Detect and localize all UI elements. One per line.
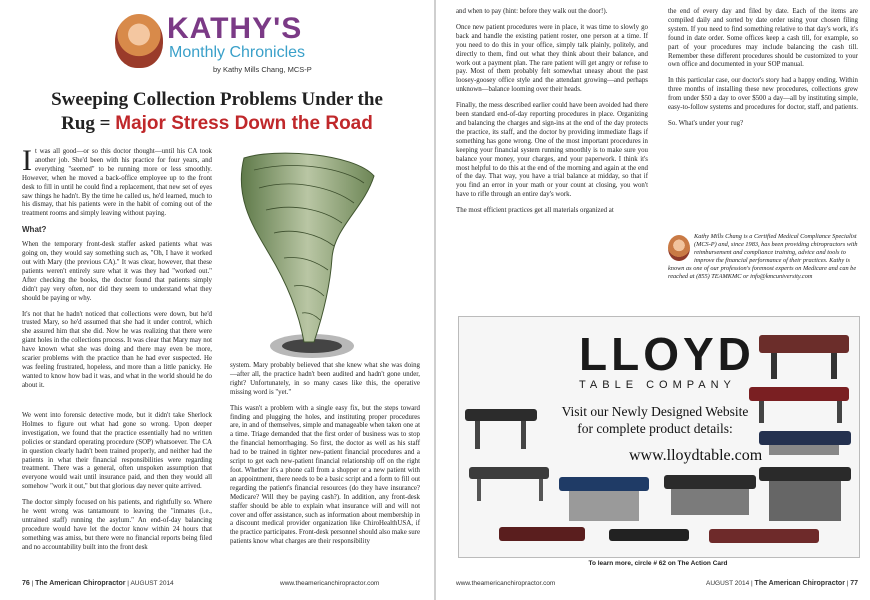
title-highlight: Major Stress Down the Road xyxy=(115,113,373,134)
paragraph: the end of every day and filed by date. Each of the items are compiled daily and sorted by date order using your chosen filing system. If you need to find something relative to that day's work, it's found in date order. Some offices keep a cash till, for example, so part of your procedures may include balancing the cash till. Remember these different procedures should be customized to your own office and documented in your SOP manual. xyxy=(668,8,858,69)
author-bio-box xyxy=(668,233,858,303)
paragraph: It's not that he hadn't noticed that collections were down, but he'd trusted Mary, so he'd assumed that she had it under control, which she assured him that she did. Now he was realizing that there were giant holes in the collections process. It was clear that Mary may not have known what she was doing and there may even be more, scarier problems with the practice than he had ever suspected. He was feeling frustrated, hopeless, and more than a little panicky. He wanted to know how bad it was, and what in the world should he do about it. xyxy=(22,310,212,389)
article-title xyxy=(32,88,402,136)
right-page xyxy=(436,0,870,600)
column-header xyxy=(115,14,365,80)
money-drain-illustration xyxy=(214,148,382,366)
intro-paragraph: It was all good—or so this doctor thought—until his CA took another job. She'd been with his practice for four years, and everything "seemed" to be running more or less smoothly. However, when he moved a back-office employee up to the front desk to fill in until he could find a replacement, that new set of eyes saw things he hadn't. By the time he called us, he'd learned, much to his dismay, that his patients were in the habit of coming out of the treatment rooms and simply leaving without paying. xyxy=(22,144,212,218)
author-bio: Kathy Mills Chang is a Certified Medical Compliance Specialist (MCS-P) and, since 1983, has been providing chiropractors with reimbursement and compliance training, advice and tools to improve the financial performance of their practices. Kathy is known as one of our profession's foremost experts on Medicare and can be reached at (855) TEAMKMC or info@kmcuniversity.com xyxy=(668,233,858,280)
paragraph: We went into forensic detective mode, but it didn't take Sherlock Holmes to figure out what had gone so wrong. Upon deeper investigation, we found that the practice essentially had no written policies or standard operating procedure (SOP) whatsoever. The CA in question clearly hadn't been trained properly, and neither had the patients in what their financial responsibilities were regarding treatment. There was a general, often unspoken assumption that everyone would wait until insurance paid, and then they would all somehow "work it out," but that glorious day never quite arrived. xyxy=(22,412,212,491)
paragraph: system. Mary probably believed that she knew what she was doing—after all, the practice hadn't been audited and hadn't gone under, right? Unfortunately, in so many cases like this, the operative missing word is "yet." xyxy=(230,362,420,396)
paragraph: and when to pay (hint: before they walk out the door!). xyxy=(456,8,608,15)
issue-date: AUGUST 2014 xyxy=(706,580,750,587)
title-line-2: Rug = xyxy=(61,113,116,134)
ad-headline: Visit our Newly Designed Website for complete product details: xyxy=(561,404,749,436)
paragraph: In this particular case, our doctor's story had a happy ending. Within three months of installing these new procedures, collections grew from under $50 a day to over $500 a day—all by instituting simple, easy-to-follow systems and procedures for doctor, staff, and patients. xyxy=(668,77,858,112)
closing-line: So. What's under your rug? xyxy=(668,119,744,127)
paragraph: The most efficient practices get all materials organized at xyxy=(456,207,614,215)
paragraph: Once new patient procedures were in place, it was time to slowly go back and handle the existing patient roster, one person at a time. If you need to do this in your office, simply talk plainly, politely, and directly to them, find out what they think about their balance, and work out a payment plan. The rare patient will get angry or refuse to pay. Most of them probably felt somewhat uneasy about the past loosey-goosey office style and the attendant growing—and perhaps unknown—balance looming over their heads. xyxy=(456,23,648,94)
magazine-name: The American Chiropractor xyxy=(754,580,845,587)
page-number: 76 xyxy=(22,580,30,587)
footer-left: 76 | The American Chiropractor | AUGUST 2014 xyxy=(22,580,174,587)
paragraph: When the temporary front-desk staffer asked patients what was going on, they would say something such as, "Oh, I have it worked out with Mary (the previous CA)." It was clear, however, that these patients weren't entirely sure what it was they had "worked out." After checking the books, the doctor found that patients simply didn't pay very often, nor did they seem to understand what they should be paying or why. xyxy=(22,241,212,302)
paragraph: The doctor simply focused on his patients, and rightfully so. Where he went wrong was tantamount to leaving the "inmates (i.e., untrained staff) running the asylum." An end-of-day balancing procedure would have let the doctor know within 24 hours that something was amiss, but there were no financial reports being filed and no accountability built into the front desk xyxy=(22,499,212,551)
subhead: What? xyxy=(22,225,47,235)
column-1 xyxy=(22,144,212,398)
author-avatar xyxy=(115,14,163,68)
ad-brand-sub: TABLE COMPANY xyxy=(579,379,736,391)
paragraph: This wasn't a problem with a single easy fix, but the steps toward finding and plugging the holes, and instituting proper procedures are, in and of themselves, simple and manageable when taken one at a time. Triage demanded that the first order of business was to stop the financial hemorrhaging. So first, the doctor as well as his staff had to be trained in tighter new-patient financial procedures and a script to get each new-patient financial relationship off on the right foot. Whether it's a phone call from a shopper or a new patient with an appointment, there needs to be a basic script and a form to fill out regarding the patient's financial resources (do they have insurance? Medicare? Will they be paying cash?). In addition, any front-desk staffer should be able to explain what insurance will and will not cover and offer assistance, such as information about membership in a discount medical provider organization like ChiroHealthUSA, if the practice participates. Front-desk personnel should also make sure patients know what charges are their responsibility xyxy=(230,404,421,546)
ad-brand-logo: LLOYD xyxy=(579,328,755,380)
ad-caption: To learn more, circle # 62 on The Action Card xyxy=(588,560,728,567)
issue-date: AUGUST 2014 xyxy=(130,580,174,587)
footer-site-right[interactable]: www.theamericanchiropractor.com xyxy=(456,580,556,587)
column-1-lower xyxy=(22,412,212,560)
dropcap: I xyxy=(22,144,32,177)
lloyd-table-ad[interactable] xyxy=(458,316,860,558)
paragraph: Finally, the mess described earlier could have been avoided had there been standard end-of-day reporting procedures in place. Organizing and balancing the charges and sign-ins at the end of the day protects the practice, its staff, and the doctor by providing immediate flags if something has gone wrong. One of the most important procedures in keeping your financial system running smoothly is to make sure you balance your money, your charges, and your paperwork. I think it's most helpful to do this at the end of the morning and again at the end of the day. That way, you have a trial balance at midday, so that if you find an error in your math or your count at closing, you won't have to rifle through an entire day's work. xyxy=(456,102,648,199)
page-number: 77 xyxy=(850,580,859,587)
byline: by Kathy Mills Chang, MCS-P xyxy=(213,65,312,74)
author-photo xyxy=(668,235,690,261)
footer-site-left[interactable]: www.theamericanchiropractor.com xyxy=(280,580,380,587)
left-page xyxy=(0,0,434,600)
column-3 xyxy=(456,8,648,223)
logo-sub: Monthly Chronicles xyxy=(169,44,306,61)
column-4 xyxy=(668,8,858,136)
column-2 xyxy=(230,362,420,554)
magazine-name: The American Chiropractor xyxy=(35,580,126,587)
title-line-1: Sweeping Collection Problems Under the xyxy=(51,89,383,110)
ad-url-link[interactable]: www.lloydtable.com xyxy=(629,447,763,464)
logo-main: KATHY'S xyxy=(167,12,303,45)
footer-right: AUGUST 2014 | The American Chiropractor | 77 xyxy=(706,580,859,587)
